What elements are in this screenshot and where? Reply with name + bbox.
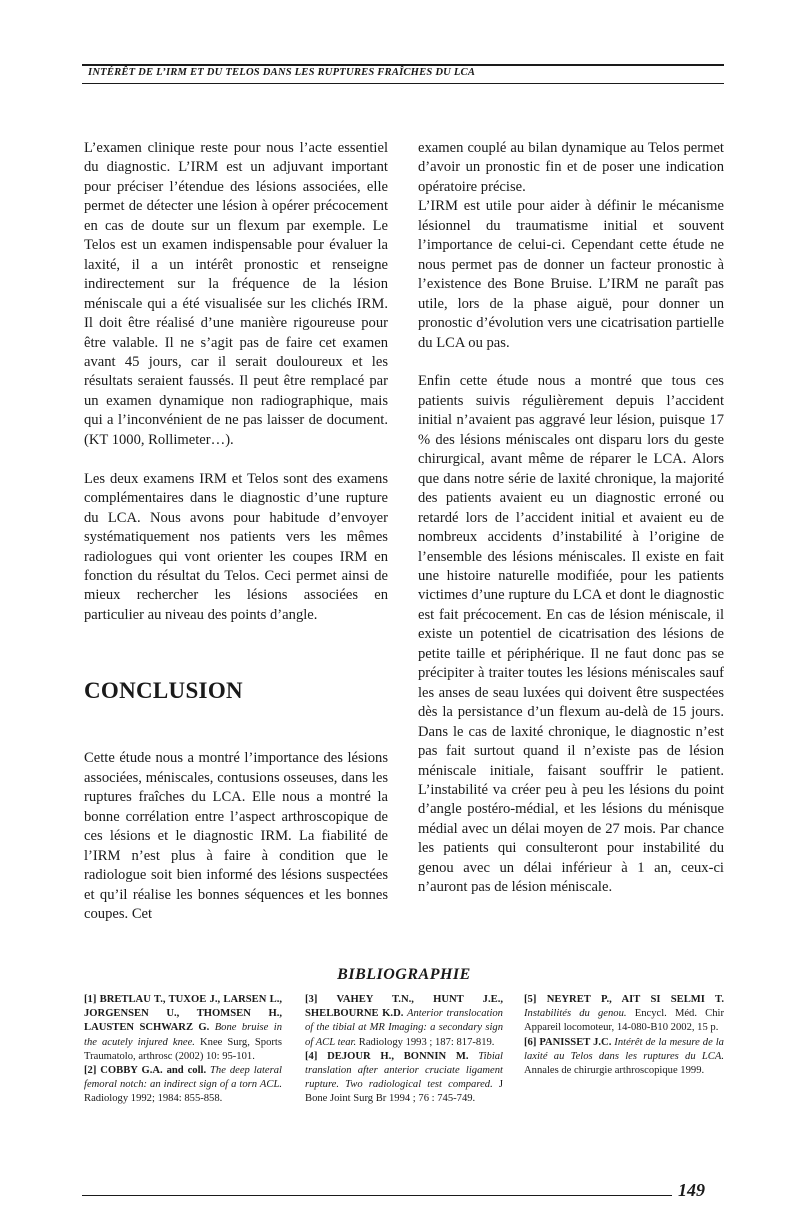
bib-entry — [84, 993, 282, 1064]
bib-authors: VAHEY T.N., HUNT J.E., SHELBOURNE K.D. — [305, 994, 503, 1020]
footer-rule — [82, 1195, 672, 1196]
bib-entry — [524, 993, 724, 1036]
bib-number: [6] — [524, 1036, 537, 1048]
page-number: 149 — [678, 1180, 705, 1200]
bib-entry — [305, 1050, 503, 1107]
bib-authors: BRETLAU T., TUXOE J., LARSEN L., JORGENSEN U., THOMSEN H., LAUSTEN SCHWARZ G. — [84, 994, 282, 1034]
bibliography-title: BIBLIOGRAPHIE — [337, 966, 471, 983]
paragraph: Les deux examens IRM et Telos sont des examens complémentaires dans le diagnostic d’une rupture du LCA. Nous avons pour habitude d’envoyer systématiquement nos patients vers les mêmes radiologues qui vont orienter les coupes IRM en fonction du résultat du Telos. Ceci permet ainsi de mieux rechercher les lésions associées en particulier au niveau des points d’angle. — [84, 470, 388, 623]
bibliography-column — [524, 993, 724, 1078]
bib-authors: NEYRET P., AIT SI SELMI T. — [546, 994, 724, 1005]
header-rule-top — [82, 64, 724, 66]
bib-number: [3] — [305, 994, 318, 1005]
bib-title: Instabilités du genou. — [524, 1008, 627, 1020]
bib-authors: DEJOUR H., BONNIN M. — [327, 1050, 469, 1062]
paragraph: L’examen clinique reste pour nous l’acte essentiel du diagnostic. L’IRM est un adjuvant important pour préciser l’étendue des lésions associées, elle permet de détecter une lésion à opérer précocement en cas de doute sur un flexum par exemple. Le Telos est un examen indispensable pour évaluer la laxité, il a un intérêt pronostic et renseigne indirectement sur la fréquence de la lésion méniscale qui a été visualisée sur les clichés IRM. Il doit être réalisé d’une manière rigoureuse pour être valable. Il ne s’agit pas de faire cet examen avant 45 jours, car il serait douloureux et les résultats seraient faussés. Il peut être remplacé par un examen dynamique non radiographique, mais qui a l’inconvénient de ne pas laisser de document. (KT 1000, Rollimeter…). — [84, 140, 388, 448]
bib-title: Tibial translation after anterior cruciate ligament rupture. Two radiological test compared. — [305, 1050, 503, 1091]
bib-number: [1] — [84, 994, 97, 1005]
bib-source: Encycl. Méd. Chir Appareil locomoteur, 14-080-B10 2002, 15 p. — [524, 1008, 725, 1034]
header-rule-bottom — [82, 83, 724, 84]
paragraph: Cette étude nous a montré l’importance des lésions associées, méniscales, contusions osseuses, dans les ruptures fraîches du LCA. Elle nous a montré la bonne corrélation entre l’aspect arthroscopique de ces lésions et le diagnostic IRM. La fiabilité de l’IRM n’est plus à faire à condition que le radiologue soit bien informé des lésions suspectées et qu’il réalise les bonnes séquences et les bonnes coupes. Cet — [84, 750, 388, 922]
bib-source: Radiology 1992; 1984: 855-858. — [84, 1093, 223, 1105]
paragraph: L’IRM est utile pour aider à définir le mécanisme lésionnel du traumatisme initial et souvent l’importance de celui-ci. Cependant cette étude ne nous permet pas de donner un facteur pronostic à l’existence des Bone Bruise. L’IRM ne paraît pas utile, lors de la phase aiguë, pour donner un pronostic d’évolution vers une cicatrisation partielle du LCA ou pas. — [418, 198, 724, 351]
bibliography-column — [84, 993, 282, 1107]
bib-number: [5] — [524, 994, 537, 1005]
bib-number: [2] — [84, 1065, 97, 1077]
bib-source: J Bone Joint Surg Br 1994 ; 76 : 745-749. — [305, 1079, 503, 1105]
bib-authors: COBBY G.A. and coll. — [100, 1065, 207, 1077]
bib-authors: PANISSET J.C. — [539, 1036, 612, 1048]
paragraph: examen couplé au bilan dynamique au Telos permet d’avoir un pronostic fin et de poser une indication opératoire précise. — [418, 140, 724, 195]
running-header: INTÉRÊT DE L’IRM ET DU TELOS DANS LES RUPTURES FRAÎCHES DU LCA — [88, 67, 476, 78]
conclusion-heading: CONCLUSION — [84, 678, 243, 704]
bib-number: [4] — [305, 1050, 318, 1062]
bib-title: The deep lateral femoral notch: an indirect sign of a torn ACL. — [84, 1065, 282, 1091]
left-column — [84, 139, 388, 924]
bib-source: Radiology 1993 ; 187: 817-819. — [358, 1036, 495, 1048]
bib-entry — [305, 993, 503, 1050]
bib-source: Knee Surg, Sports Traumatolo, arthrosc (2002) 10: 95-101. — [84, 1036, 282, 1062]
right-column — [418, 139, 724, 898]
bib-title: Intérêt de la mesure de la laxité au Telos dans les ruptures du LCA. — [524, 1036, 724, 1062]
bibliography-column — [305, 993, 503, 1107]
bib-entry — [524, 1036, 724, 1079]
paragraph: Enfin cette étude nous a montré que tous ces patients suivis régulièrement depuis l’accident initial n’avaient pas aggravé leur lésion, puisque 17 % des lésions méniscales ont disparu lors du geste chirurgical, avant même de réparer le LCA. Alors que dans notre série de laxité chronique, la majorité des patients avaient eu un diagnostic erroné ou retardé lors de l’accident initial et avaient eu de nombreux accidents d’instabilité à l’origine de l’ensemble des lésions méniscales. Il existe en fait une histoire naturelle modifiée, pour les patients victimes d’une rupture du LCA et dont le diagnostic est fait précocement. En cas de lésion méniscale, il existe un potentiel de cicatrisation des lésions de petite taille et périphérique. Il ne faut donc pas se précipiter à traiter toutes les lésions méniscales sauf les anses de seau luxées qui doivent être suspectées dès la persistance d’un flexum au-delà de 15 jours. Dans le cas de laxité chronique, le diagnostic n’est pas fait surtout quand il n’existe pas de lésion méniscale initiale, faisant souffrir le patient. L’instabilité va créer peu à peu les lésions du point d’angle postéro-médial, et les lésions du ménisque médial avec un délai moyen de 27 mois. Par chance les patients qui consulteront pour instabilité du genou avec un délai inférieur à 1 an, ceux-ci n’auront pas de lésion méniscale. — [418, 373, 724, 896]
bib-source: Annales de chirurgie arthroscopique 1999. — [524, 1065, 705, 1077]
bib-title: Anterior translocation of the tibial at MR Imaging: a secondary sign of ACL tear. — [305, 1008, 503, 1048]
bib-title: Bone bruise in the acutely injured knee. — [84, 1022, 282, 1048]
bib-entry — [84, 1064, 282, 1107]
